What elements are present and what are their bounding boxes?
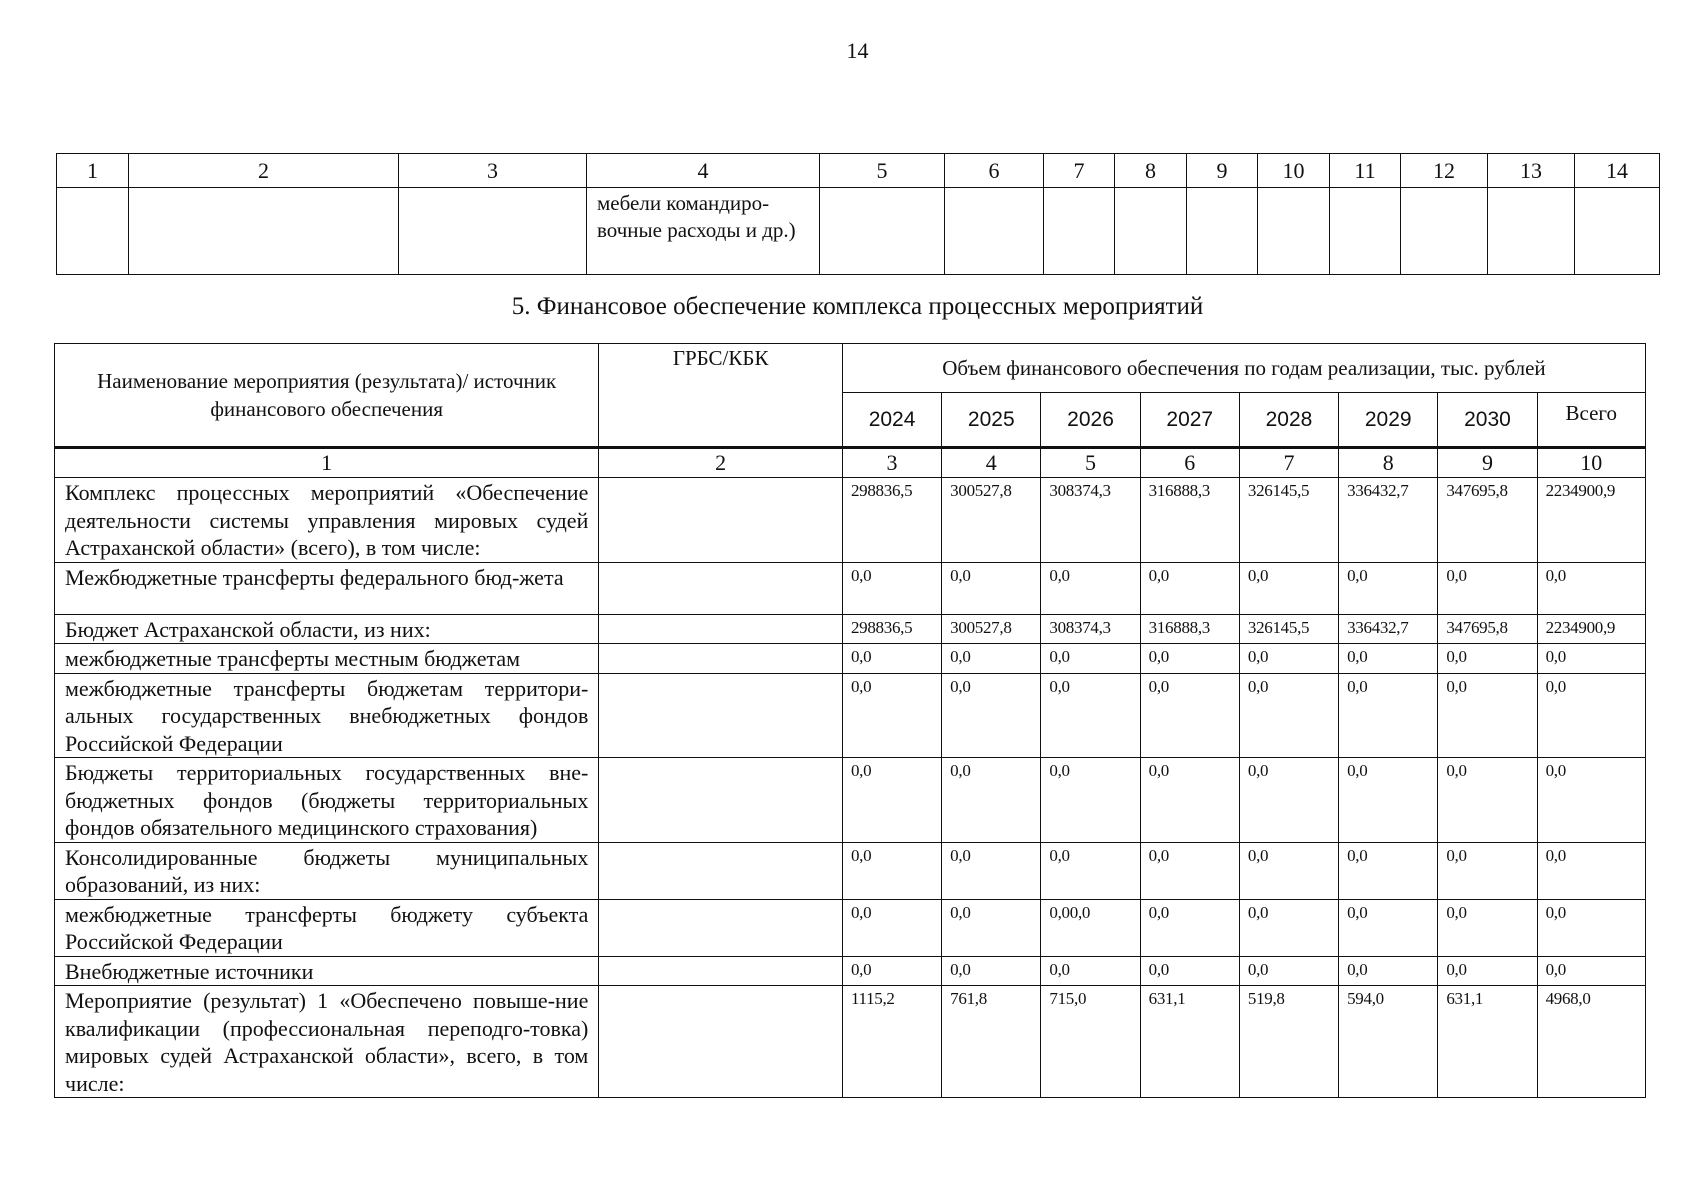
row-value-cell: 631,1: [1140, 986, 1239, 1098]
year-header-cell: 2024: [842, 393, 941, 448]
table-row: [55, 956, 1646, 986]
row-value-cell: 0,0: [1537, 644, 1645, 674]
column-number-cell: 5: [820, 154, 945, 188]
column-number-cell: 7: [1044, 154, 1115, 188]
column-number-cell: 11: [1330, 154, 1401, 188]
row-value-cell: 0,0: [1041, 758, 1140, 843]
row-value-cell: 594,0: [1339, 986, 1438, 1098]
row-value-cell: 0,0: [1537, 758, 1645, 843]
row-value-cell: 0,0: [1140, 673, 1239, 758]
row-value-cell: 0,0: [1041, 956, 1140, 986]
table-row: [55, 758, 1646, 843]
row-value-cell: 0,0: [942, 673, 1041, 758]
row-value-cell: 0,0: [1339, 956, 1438, 986]
row-value-cell: 298836,5: [842, 478, 941, 563]
row-value-cell: 0,0: [1339, 758, 1438, 843]
row-value-cell: 0,0: [1438, 644, 1537, 674]
row-value-cell: 0,0: [1041, 673, 1140, 758]
header-name-cell: Наименование мероприятия (результата)/ источник финансового обеспечения: [55, 344, 599, 448]
row-value-cell: 0,00,0: [1041, 899, 1140, 956]
table-row: [55, 842, 1646, 899]
column-numbers-row: [55, 448, 1646, 478]
column-number-cell: 1: [57, 154, 129, 188]
column-number-cell: 2: [129, 154, 399, 188]
table-row: [55, 562, 1646, 614]
page-number: 14: [846, 38, 869, 63]
column-number-cell: 5: [1041, 448, 1140, 478]
row-value-cell: 0,0: [942, 644, 1041, 674]
row-name-cell: Консолидированные бюджеты муниципальных образований, из них:: [55, 842, 599, 899]
row-grbs-cell: [599, 562, 843, 614]
row-value-cell: 0,0: [1438, 899, 1537, 956]
table-cell: [129, 188, 399, 275]
header-volume-cell: Объем финансового обеспечения по годам реализации, тыс. рублей: [842, 344, 1645, 393]
table-cell: [1258, 188, 1330, 275]
table-cell: [399, 188, 587, 275]
year-header-cell: 2025: [942, 393, 1041, 448]
total-header-cell: Всего: [1537, 393, 1645, 448]
row-grbs-cell: [599, 673, 843, 758]
row-grbs-cell: [599, 614, 843, 644]
header-grbs-cell: ГРБС/КБК: [599, 344, 843, 448]
year-header-cell: 2027: [1140, 393, 1239, 448]
column-number-cell: 6: [945, 154, 1044, 188]
row-value-cell: 0,0: [1239, 673, 1338, 758]
row-value-cell: 0,0: [842, 644, 941, 674]
table-row: [55, 644, 1646, 674]
row-value-cell: 0,0: [942, 842, 1041, 899]
row-value-cell: 0,0: [1537, 842, 1645, 899]
row-value-cell: 519,8: [1239, 986, 1338, 1098]
row-name-cell: Комплекс процессных мероприятий «Обеспечение деятельности системы управления мировых судей Астраханской области» (всего), в том числе:: [55, 478, 599, 563]
continuation-text-cell: мебели командиро-вочные расходы и др.): [587, 188, 820, 275]
row-value-cell: 0,0: [842, 842, 941, 899]
table-cell: [820, 188, 945, 275]
row-value-cell: 0,0: [942, 758, 1041, 843]
row-grbs-cell: [599, 986, 843, 1098]
table-row: [55, 673, 1646, 758]
row-value-cell: 0,0: [1438, 956, 1537, 986]
table-cell: [57, 188, 129, 275]
row-name-cell: Мероприятие (результат) 1 «Обеспечено повыше-ние квалификации (профессиональная переподго-товка) мировых судей Астраханской области», всего, в том числе:: [55, 986, 599, 1098]
row-value-cell: 0,0: [1339, 899, 1438, 956]
row-value-cell: 0,0: [1339, 673, 1438, 758]
column-number-cell: 4: [587, 154, 820, 188]
year-header-cell: 2029: [1339, 393, 1438, 448]
row-value-cell: 761,8: [942, 986, 1041, 1098]
row-value-cell: 2234900,9: [1537, 478, 1645, 563]
row-value-cell: 0,0: [1438, 673, 1537, 758]
row-value-cell: 0,0: [1239, 956, 1338, 986]
row-grbs-cell: [599, 758, 843, 843]
continuation-body-row: [57, 188, 1660, 275]
row-value-cell: 0,0: [1041, 562, 1140, 614]
row-value-cell: 0,0: [842, 956, 941, 986]
row-value-cell: 0,0: [942, 956, 1041, 986]
row-value-cell: 0,0: [1438, 758, 1537, 843]
row-value-cell: 0,0: [1140, 842, 1239, 899]
row-value-cell: 336432,7: [1339, 614, 1438, 644]
row-grbs-cell: [599, 644, 843, 674]
column-number-cell: 9: [1438, 448, 1537, 478]
row-value-cell: 0,0: [1438, 562, 1537, 614]
row-value-cell: 0,0: [1140, 758, 1239, 843]
continuation-table: [56, 153, 1660, 275]
row-value-cell: 0,0: [1239, 562, 1338, 614]
table-row: [55, 899, 1646, 956]
table-row: [55, 614, 1646, 644]
column-number-cell: 12: [1401, 154, 1488, 188]
column-number-cell: 10: [1258, 154, 1330, 188]
row-value-cell: 0,0: [1140, 562, 1239, 614]
row-value-cell: 0,0: [942, 562, 1041, 614]
row-value-cell: 0,0: [1537, 899, 1645, 956]
row-name-cell: Бюджет Астраханской области, из них:: [55, 614, 599, 644]
row-name-cell: межбюджетные трансферты местным бюджетам: [55, 644, 599, 674]
row-value-cell: 0,0: [1041, 842, 1140, 899]
column-number-cell: 8: [1339, 448, 1438, 478]
row-value-cell: 300527,8: [942, 614, 1041, 644]
row-value-cell: 0,0: [1041, 644, 1140, 674]
column-number-cell: 8: [1115, 154, 1187, 188]
row-name-cell: Внебюджетные источники: [55, 956, 599, 986]
column-number-cell: 4: [942, 448, 1041, 478]
table-cell: [1488, 188, 1575, 275]
row-value-cell: 0,0: [1140, 644, 1239, 674]
row-value-cell: 0,0: [842, 562, 941, 614]
header-row-1: [55, 344, 1646, 393]
row-value-cell: 0,0: [842, 899, 941, 956]
row-value-cell: 300527,8: [942, 478, 1041, 563]
table-cell: [1330, 188, 1401, 275]
row-value-cell: 0,0: [1438, 842, 1537, 899]
row-value-cell: 715,0: [1041, 986, 1140, 1098]
row-value-cell: 0,0: [1239, 842, 1338, 899]
row-grbs-cell: [599, 899, 843, 956]
row-name-cell: Межбюджетные трансферты федерального бюд-жета: [55, 562, 599, 614]
table-row: [55, 478, 1646, 563]
column-number-cell: 9: [1187, 154, 1258, 188]
row-value-cell: 316888,3: [1140, 614, 1239, 644]
row-grbs-cell: [599, 478, 843, 563]
table-cell: [1401, 188, 1488, 275]
row-name-cell: межбюджетные трансферты бюджету субъекта Российской Федерации: [55, 899, 599, 956]
row-name-cell: Бюджеты территориальных государственных вне-бюджетных фондов (бюджеты территориальных фондов обязательного медицинского страхования): [55, 758, 599, 843]
row-value-cell: 4968,0: [1537, 986, 1645, 1098]
year-header-cell: 2026: [1041, 393, 1140, 448]
table-cell: [1115, 188, 1187, 275]
row-value-cell: 0,0: [1239, 899, 1338, 956]
row-value-cell: 347695,8: [1438, 614, 1537, 644]
row-value-cell: 0,0: [942, 899, 1041, 956]
column-number-cell: 3: [842, 448, 941, 478]
row-value-cell: 1115,2: [842, 986, 941, 1098]
row-value-cell: 0,0: [842, 673, 941, 758]
year-header-cell: 2030: [1438, 393, 1537, 448]
row-value-cell: 336432,7: [1339, 478, 1438, 563]
row-value-cell: 631,1: [1438, 986, 1537, 1098]
row-value-cell: 0,0: [1339, 842, 1438, 899]
row-value-cell: 316888,3: [1140, 478, 1239, 563]
row-value-cell: 0,0: [1339, 644, 1438, 674]
row-value-cell: 347695,8: [1438, 478, 1537, 563]
table-cell: [945, 188, 1044, 275]
year-header-cell: 2028: [1239, 393, 1338, 448]
row-grbs-cell: [599, 956, 843, 986]
row-value-cell: 0,0: [1537, 956, 1645, 986]
column-number-cell: 13: [1488, 154, 1575, 188]
row-value-cell: 0,0: [1140, 956, 1239, 986]
column-number-cell: 1: [55, 448, 599, 478]
row-value-cell: 308374,3: [1041, 614, 1140, 644]
continuation-header-row: [57, 154, 1660, 188]
financing-table: [54, 343, 1646, 1098]
column-number-cell: 14: [1575, 154, 1660, 188]
row-value-cell: 2234900,9: [1537, 614, 1645, 644]
row-value-cell: 326145,5: [1239, 614, 1338, 644]
row-value-cell: 0,0: [1239, 758, 1338, 843]
column-number-cell: 10: [1537, 448, 1645, 478]
section-title: 5. Финансовое обеспечение комплекса процессных мероприятий: [511, 293, 1204, 320]
row-name-cell: межбюджетные трансферты бюджетам территори-альных государственных внебюджетных фондов Российской Федерации: [55, 673, 599, 758]
row-value-cell: 0,0: [1537, 562, 1645, 614]
column-number-cell: 6: [1140, 448, 1239, 478]
row-value-cell: 0,0: [1140, 899, 1239, 956]
column-number-cell: 2: [599, 448, 843, 478]
column-number-cell: 3: [399, 154, 587, 188]
row-value-cell: 0,0: [1537, 673, 1645, 758]
row-grbs-cell: [599, 842, 843, 899]
row-value-cell: 308374,3: [1041, 478, 1140, 563]
row-value-cell: 0,0: [842, 758, 941, 843]
row-value-cell: 0,0: [1339, 562, 1438, 614]
table-cell: [1044, 188, 1115, 275]
row-value-cell: 326145,5: [1239, 478, 1338, 563]
table-cell: [1187, 188, 1258, 275]
table-cell: [1575, 188, 1660, 275]
row-value-cell: 298836,5: [842, 614, 941, 644]
row-value-cell: 0,0: [1239, 644, 1338, 674]
column-number-cell: 7: [1239, 448, 1338, 478]
table-row: [55, 986, 1646, 1098]
